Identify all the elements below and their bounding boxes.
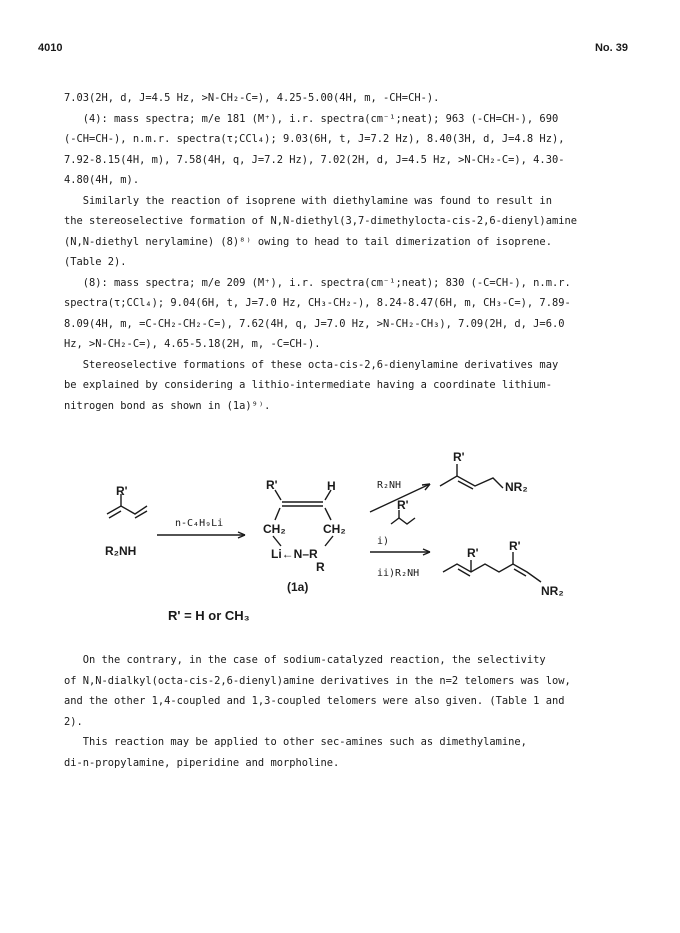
text-line: the stereoselective formation of N,N-diethyl(3,7-dimethylocta-cis-2,6-dienyl)amine [64,215,577,227]
body-text-top [64,88,649,416]
page-header [38,42,628,58]
rprime-label-reagent: R' [397,498,409,512]
text-line: 2). [64,715,83,728]
ring-bond-left [275,508,280,520]
diene-backbone [107,506,147,514]
issue-number: No. 39 [594,42,628,54]
page-number: 4010 [38,42,63,54]
li-n-label: Li←N–R [271,547,318,561]
nr2-label-lower: NR₂ [541,584,564,598]
ring-bond-right [325,508,331,520]
r-lower-label: R [316,560,325,574]
text-line: 8.09(4H, m, =C-CH₂-CH₂-C=), 7.62(4H, q, J=7.0 Hz, >N-CH₂-CH₃), 7.09(2H, d, J=6.0 [64,317,565,330]
step-ii-label: ii)R₂NH [377,568,420,579]
ch2-right-label: CH₂ [323,522,346,536]
upper-product-chain [440,476,503,488]
text-line: be explained by considering a lithio-intermediate having a coordinate lithium- [64,379,552,391]
text-line: spectra(τ;CCl₄); 9.04(6H, t, J=7.0 Hz, CH₃-CH₂-), 8.24-8.47(6H, m, CH₃-C=), 7.89- [64,297,571,309]
reagent-diene [391,518,415,524]
text-line: 7.92-8.15(4H, m), 7.58(4H, q, J=7.2 Hz), 7.02(2H, d, J=4.5 Hz, >N-CH₂-C=), 4.30- [64,153,565,166]
text-line: (4): mass spectra; m/e 181 (M⁺), i.r. spectra(cm⁻¹;neat); 963 (-CH=CH-), 690 [64,112,559,125]
substituent-key: R' = H or CH₃ [168,608,250,623]
reaction-scheme [95,448,565,628]
intermediate-1a-label: (1a) [287,580,309,594]
reagent-label: n-C₄H₉Li [175,518,224,529]
text-line: (N,N-diethyl nerylamine) (8)⁸⁾ owing to head to tail dimerization of isoprene. [64,235,552,248]
text-line: Stereoselective formations of these octa-cis-2,6-dienylamine derivatives may [64,358,559,371]
ch2-left-label: CH₂ [263,522,286,536]
h-label: H [327,479,336,493]
text-line: of N,N-dialkyl(octa-cis-2,6-dienyl)amine derivatives in the n=2 telomers was low, [64,674,571,687]
text-line: nitrogen bond as shown in (1a)⁹⁾. [64,399,271,412]
rprime-label-lower-1: R' [467,546,479,560]
text-line: (8): mass spectra; m/e 209 (M⁺), i.r. spectra(cm⁻¹;neat); 830 (-C=CH-), n.m.r. [64,276,571,289]
rprime-label-start: R' [116,484,128,498]
rprime-label-lower-2: R' [509,539,521,553]
nr2-label-upper: NR₂ [505,480,528,494]
ring-bond-li [273,536,281,546]
text-line: and the other 1,4-coupled and 1,3-coupled telomers were also given. (Table 1 and [64,695,565,707]
text-line: Similarly the reaction of isoprene with diethylamine was found to result in [64,194,552,207]
text-line: (-CH=CH-), n.m.r. spectra(τ;CCl₄); 9.03(6H, t, J=7.2 Hz), 8.40(3H, d, J=4.8 Hz), [64,133,565,145]
lower-product-chain [443,564,541,582]
body-text-bottom [64,650,649,773]
text-line: 7.03(2H, d, J=4.5 Hz, >N-CH₂-C=), 4.25-5.00(4H, m, -CH=CH-). [64,92,440,104]
scheme-drawing [95,448,565,628]
text-line: Hz, >N-CH₂-C=), 4.65-5.18(2H, m, -C=CH-). [64,338,321,350]
text-line: This reaction may be applied to other sec-amines such as dimethylamine, [64,736,527,748]
text-line: di-n-propylamine, piperidine and morpholine. [64,756,340,769]
rprime-label-upper: R' [453,450,465,464]
ring-bond-n [325,536,333,546]
text-line: (Table 2). [64,256,127,268]
rprime-label-intermediate: R' [266,478,278,492]
amine-label-start: R₂NH [105,544,137,558]
upper-reagent-label: R₂NH [377,480,402,491]
upper-product-double [458,481,473,489]
ring-c-c-double [282,502,323,506]
step-i-label: i) [377,536,390,547]
text-line: 4.80(4H, m). [64,174,140,186]
text-line: On the contrary, in the case of sodium-catalyzed reaction, the selectivity [64,654,546,666]
